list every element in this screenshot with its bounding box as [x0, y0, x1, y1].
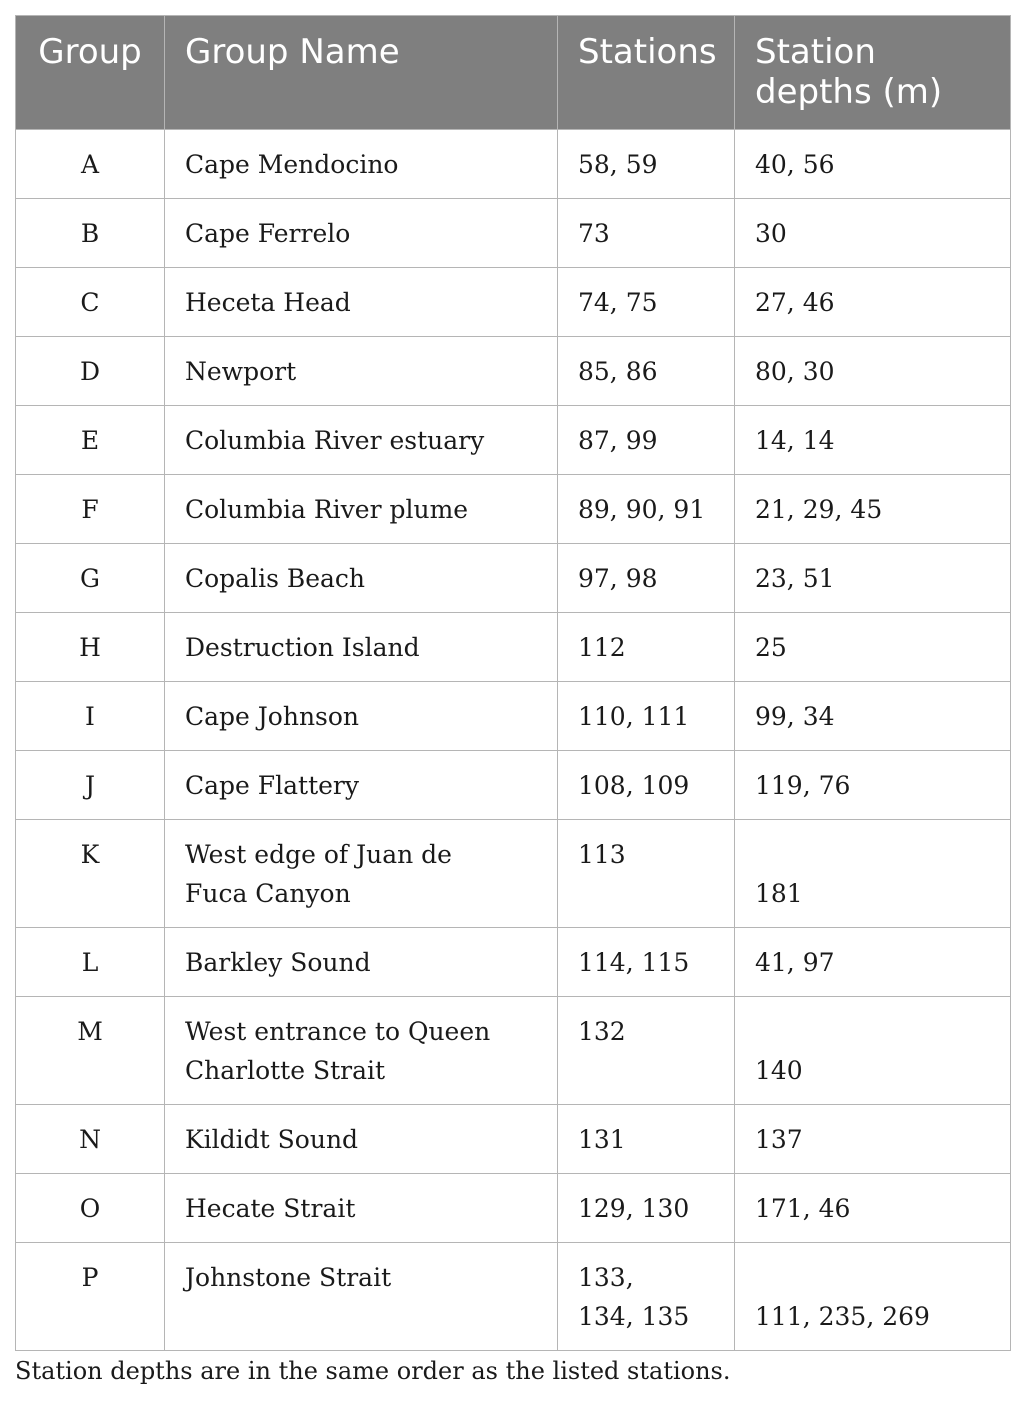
table-header [16, 16, 1011, 130]
table-row [16, 613, 1011, 682]
header-station-depths-line1: Station [755, 32, 876, 72]
cell-group: J [16, 751, 165, 820]
cell-depths: 80, 30 [735, 337, 1011, 406]
cell-group: C [16, 268, 165, 337]
table-row [16, 337, 1011, 406]
cell-group: F [16, 475, 165, 544]
cell-group-name: Newport [165, 337, 558, 406]
cell-stations: 113 [558, 820, 735, 928]
cell-stations-line2: 134, 135 [578, 1302, 690, 1331]
cell-group: A [16, 130, 165, 199]
cell-depths [735, 997, 1011, 1105]
cell-group: K [16, 820, 165, 928]
table-row [16, 997, 1011, 1105]
cell-group: L [16, 928, 165, 997]
cell-stations: 97, 98 [558, 544, 735, 613]
table-body [16, 130, 1011, 1351]
table-row [16, 544, 1011, 613]
cell-group-name: Barkley Sound [165, 928, 558, 997]
cell-stations: 112 [558, 613, 735, 682]
cell-depths: 27, 46 [735, 268, 1011, 337]
cell-stations: 73 [558, 199, 735, 268]
cell-group-name-line1: West edge of Juan de [185, 840, 452, 869]
cell-stations: 110, 111 [558, 682, 735, 751]
cell-group: O [16, 1174, 165, 1243]
cell-stations: 85, 86 [558, 337, 735, 406]
cell-depths: 30 [735, 199, 1011, 268]
header-group: Group [16, 16, 165, 130]
header-row [16, 16, 1011, 130]
cell-group: D [16, 337, 165, 406]
table-row [16, 751, 1011, 820]
cell-depths [735, 1243, 1011, 1351]
cell-group: G [16, 544, 165, 613]
table-row [16, 475, 1011, 544]
table-row [16, 820, 1011, 928]
cell-group-name [165, 997, 558, 1105]
cell-depths: 23, 51 [735, 544, 1011, 613]
table-row [16, 130, 1011, 199]
table-row [16, 1174, 1011, 1243]
cell-group-name-line2: Fuca Canyon [185, 879, 351, 908]
cell-group-name [165, 820, 558, 928]
cell-group-name: Columbia River estuary [165, 406, 558, 475]
cell-stations: 129, 130 [558, 1174, 735, 1243]
cell-depths: 119, 76 [735, 751, 1011, 820]
table-row [16, 1243, 1011, 1351]
cell-stations [558, 1243, 735, 1351]
cell-stations: 132 [558, 997, 735, 1105]
cell-group: M [16, 997, 165, 1105]
cell-group-name: Cape Ferrelo [165, 199, 558, 268]
cell-group-name: Cape Mendocino [165, 130, 558, 199]
cell-group-name: Kildidt Sound [165, 1105, 558, 1174]
cell-stations-line1: 133, [578, 1263, 634, 1292]
header-station-depths-line2: depths (m) [755, 72, 943, 112]
cell-depths-value: 111, 235, 269 [755, 1302, 930, 1331]
cell-group-name: Columbia River plume [165, 475, 558, 544]
header-group-name: Group Name [165, 16, 558, 130]
cell-depths: 40, 56 [735, 130, 1011, 199]
cell-group-name: Copalis Beach [165, 544, 558, 613]
cell-group: I [16, 682, 165, 751]
cell-group-name-line1: West entrance to Queen [185, 1017, 491, 1046]
cell-group: H [16, 613, 165, 682]
cell-group: P [16, 1243, 165, 1351]
cell-group: E [16, 406, 165, 475]
header-station-depths [735, 16, 1011, 130]
cell-group-name: Cape Flattery [165, 751, 558, 820]
cell-depths [735, 820, 1011, 928]
table-row [16, 268, 1011, 337]
header-stations: Stations [558, 16, 735, 130]
cell-group-name: Cape Johnson [165, 682, 558, 751]
cell-stations: 131 [558, 1105, 735, 1174]
cell-depths: 41, 97 [735, 928, 1011, 997]
cell-depths: 21, 29, 45 [735, 475, 1011, 544]
table-row [16, 406, 1011, 475]
station-groups-table [15, 15, 1011, 1351]
cell-group-name: Heceta Head [165, 268, 558, 337]
cell-stations: 89, 90, 91 [558, 475, 735, 544]
cell-group: N [16, 1105, 165, 1174]
cell-group-name: Hecate Strait [165, 1174, 558, 1243]
cell-stations: 74, 75 [558, 268, 735, 337]
cell-group-name: Destruction Island [165, 613, 558, 682]
cell-depths: 14, 14 [735, 406, 1011, 475]
cell-stations: 114, 115 [558, 928, 735, 997]
cell-depths: 25 [735, 613, 1011, 682]
cell-stations: 87, 99 [558, 406, 735, 475]
table-row [16, 682, 1011, 751]
cell-depths: 171, 46 [735, 1174, 1011, 1243]
data-table-container [15, 15, 1010, 1351]
cell-depths-value: 140 [755, 1056, 803, 1085]
cell-stations: 58, 59 [558, 130, 735, 199]
cell-group-name: Johnstone Strait [165, 1243, 558, 1351]
table-row [16, 928, 1011, 997]
cell-depths: 99, 34 [735, 682, 1011, 751]
cell-group: B [16, 199, 165, 268]
cell-group-name-line2: Charlotte Strait [185, 1056, 386, 1085]
cell-stations: 108, 109 [558, 751, 735, 820]
cell-depths-value: 181 [755, 879, 803, 908]
table-row [16, 1105, 1011, 1174]
table-row [16, 199, 1011, 268]
table-footnote: Station depths are in the same order as the listed stations. [15, 1357, 731, 1385]
cell-depths: 137 [735, 1105, 1011, 1174]
